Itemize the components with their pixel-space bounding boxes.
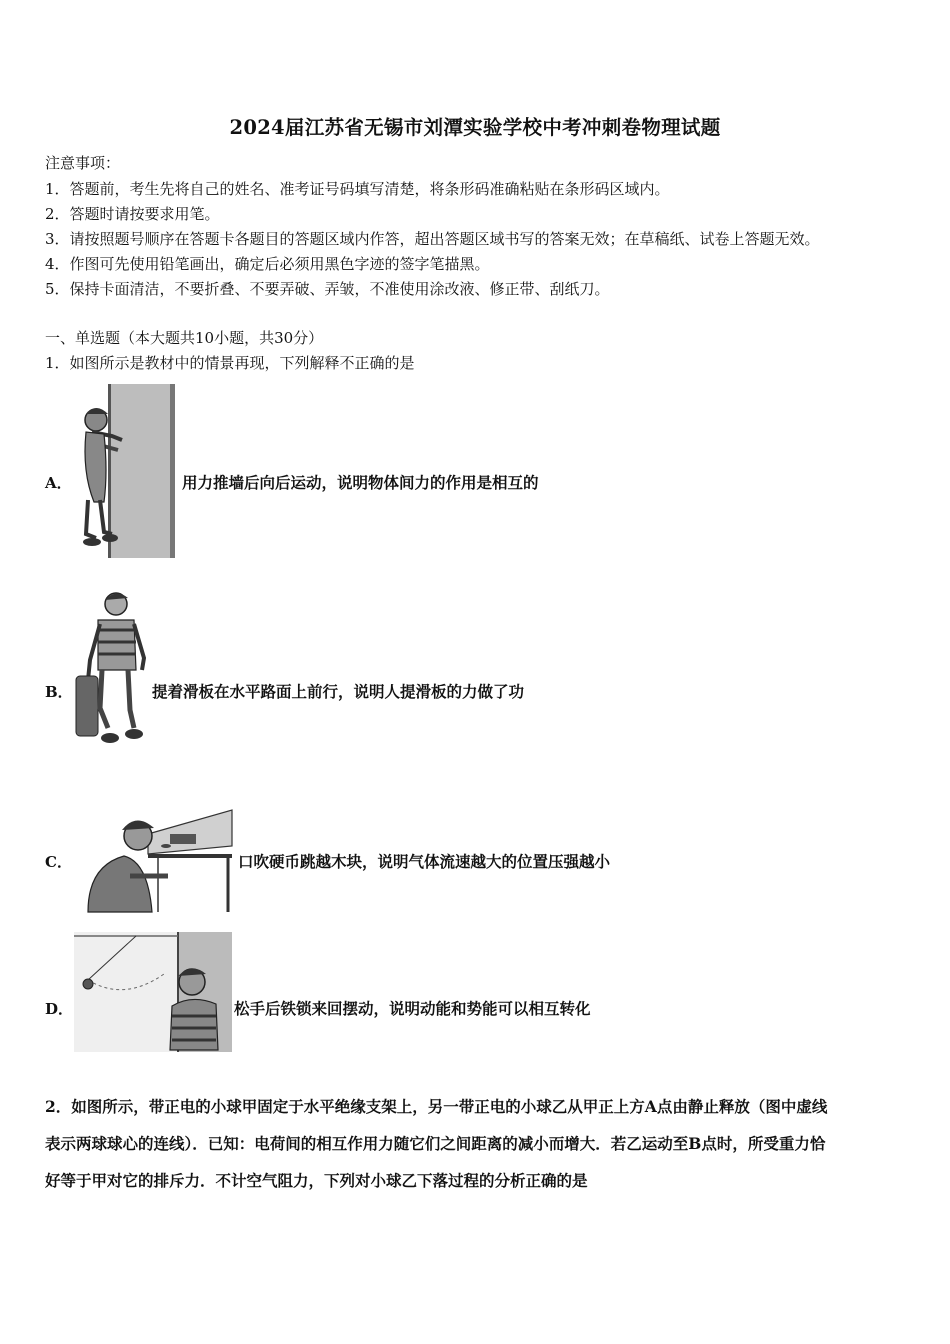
notice-item-1: 1．答题前，考生先将自己的姓名、准考证号码填写清楚，将条形码准确粘贴在条形码区域内。 — [45, 180, 670, 198]
option-a-image — [78, 382, 178, 560]
notice-heading: 注意事项： — [45, 154, 121, 172]
option-b-label: B． — [45, 683, 73, 701]
option-c-text: 口吹硬币跳越木块，说明气体流速越大的位置压强越小 — [238, 852, 611, 871]
option-d-text: 松手后铁锁来回摆动，说明动能和势能可以相互转化 — [234, 999, 591, 1018]
option-c-label: C． — [45, 853, 72, 871]
notice-item-3: 3．请按照题号顺序在答题卡各题目的答题区域内作答，超出答题区域书写的答案无效；在草稿纸、试卷上答题无效。 — [45, 230, 820, 248]
notice-item-2: 2．答题时请按要求用笔。 — [45, 205, 220, 223]
option-a-label: A． — [45, 474, 72, 492]
option-b-image — [72, 588, 152, 760]
option-d-label: D． — [45, 1000, 74, 1018]
question-2-line-1: 2．如图所示，带正电的小球甲固定于水平绝缘支架上，另一带正电的小球乙从甲正上方A点由静止释放（图中虚线 — [45, 1097, 828, 1116]
option-b-text: 提着滑板在水平路面上前行，说明人提滑板的力做了功 — [152, 682, 525, 701]
section-heading: 一、单选题（本大题共10小题，共30分） — [45, 329, 324, 347]
question-2-line-2: 表示两球球心的连线）．已知：电荷间的相互作用力随它们之间距离的减小而增大．若乙运动至B点时，所受重力恰 — [45, 1134, 826, 1153]
option-d-image — [74, 932, 232, 1052]
question-1-stem: 1．如图所示是教材中的情景再现，下列解释不正确的是 — [45, 354, 415, 372]
option-a-text: 用力推墙后向后运动，说明物体间力的作用是相互的 — [182, 473, 539, 492]
notice-item-5: 5．保持卡面清洁，不要折叠、不要弄破、弄皱，不准使用涂改液、修正带、刮纸刀。 — [45, 280, 610, 298]
notice-item-4: 4．作图可先使用铅笔画出，确定后必须用黑色字迹的签字笔描黑。 — [45, 255, 490, 273]
option-c-image — [78, 806, 234, 914]
page-title: 2024届江苏省无锡市刘潭实验学校中考冲刺卷物理试题 — [229, 116, 721, 139]
question-2-line-3: 好等于甲对它的排斥力．不计空气阻力，下列对小球乙下落过程的分析正确的是 — [45, 1171, 588, 1190]
